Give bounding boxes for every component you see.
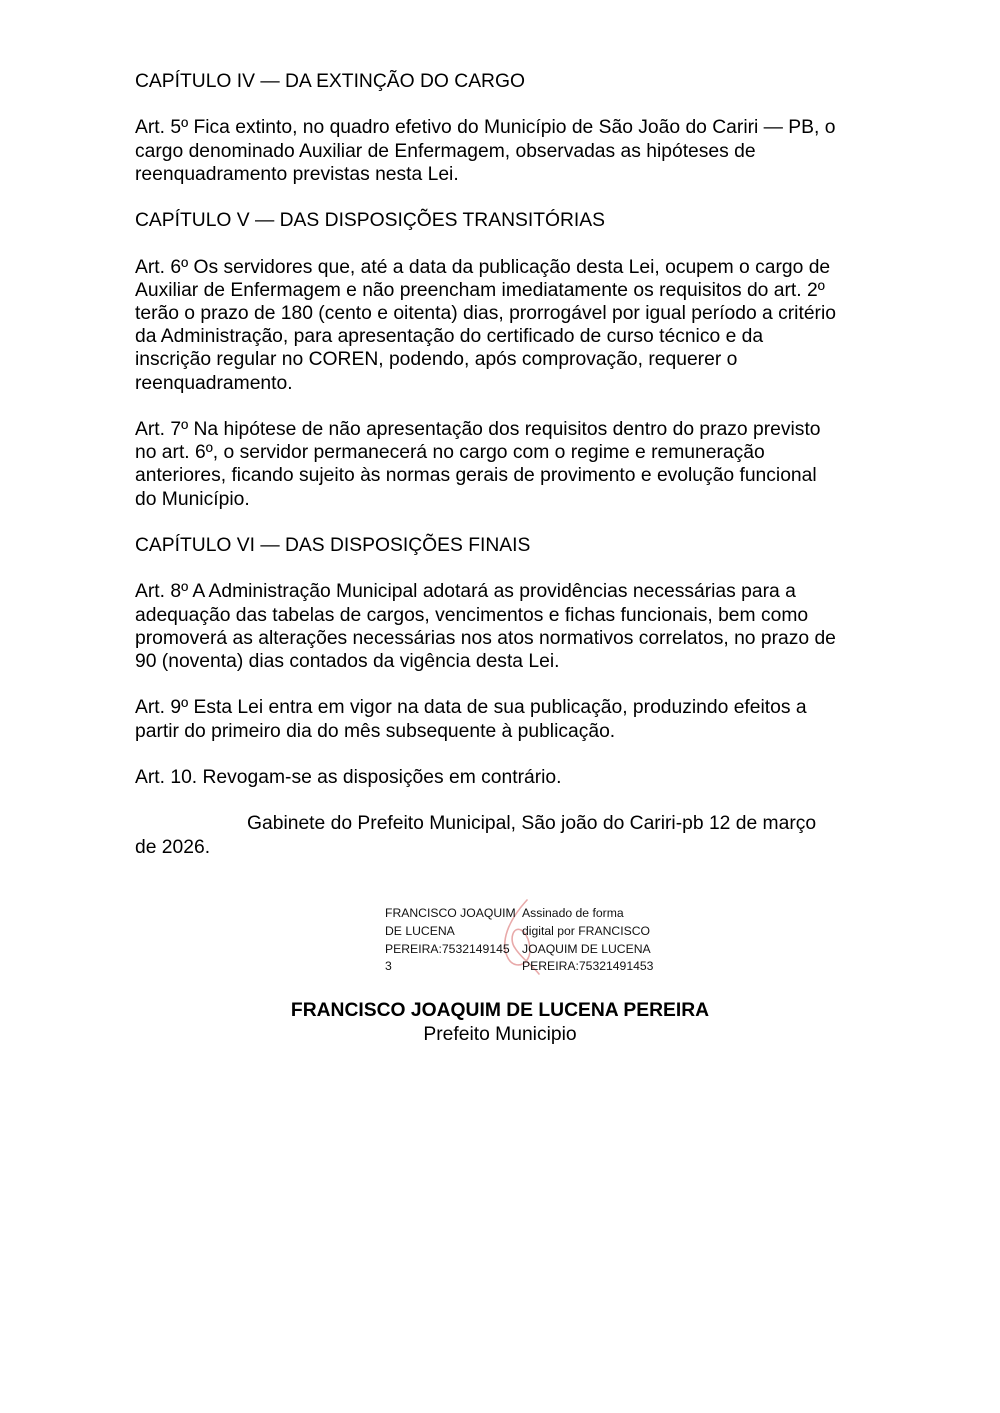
signer-block: [0, 999, 1000, 1046]
article-line: inscrição regular no COREN, podendo, após comprovação, requerer o: [135, 349, 738, 371]
article-line: cargo denominado Auxiliar de Enfermagem, observadas as hipóteses de: [135, 140, 756, 162]
signature-line: Assinado de forma: [522, 906, 624, 920]
signature-line: 3: [385, 959, 392, 974]
signature-line: FRANCISCO JOAQUIM: [385, 906, 516, 920]
article-7: [135, 418, 875, 511]
signature-cert-name: [385, 905, 516, 976]
article-line: Art. 7º Na hipótese de não apresentação dos requisitos dentro do prazo previsto: [135, 418, 821, 440]
article-line: terão o prazo de 180 (cento e oitenta) dias, prorrogável por igual período a critério: [135, 302, 836, 324]
article-line: Art. 5º Fica extinto, no quadro efetivo do Município de São João do Cariri — PB, o: [135, 117, 836, 139]
signature-line: digital por FRANCISCO: [522, 923, 651, 938]
article-line: Art. 8º A Administração Municipal adotará as providências necessárias para a: [135, 581, 796, 603]
digital-signature-stamp: [385, 896, 665, 976]
closing-place-date: [135, 812, 875, 858]
article-5: [135, 116, 875, 186]
signature-line: JOAQUIM DE LUCENA: [522, 941, 651, 956]
article-line: 90 (noventa) dias contados da vigência desta Lei.: [135, 650, 560, 672]
article-line: Art. 9º Esta Lei entra em vigor na data de sua publicação, produzindo efeitos a: [135, 697, 807, 719]
article-line: adequação das tabelas de cargos, vencimentos e fichas funcionais, bem como: [135, 604, 809, 626]
article-line: no art. 6º, o servidor permanecerá no cargo com o regime e remuneração: [135, 442, 765, 464]
chapter-heading: CAPÍTULO VI — DAS DISPOSIÇÕES FINAIS: [135, 534, 531, 556]
document-body: [135, 70, 875, 859]
article-line: reenquadramento previstas nesta Lei.: [135, 163, 459, 185]
article-10: [135, 766, 875, 789]
signature-statement: [522, 905, 653, 976]
closing-line: Gabinete do Prefeito Municipal, São joão do Cariri-pb 12 de março: [247, 813, 817, 835]
article-line: do Município.: [135, 488, 250, 510]
signer-name: FRANCISCO JOAQUIM DE LUCENA PEREIRA: [290, 1000, 710, 1021]
signature-line: PEREIRA:7532149145: [385, 941, 510, 956]
chapter-heading: CAPÍTULO IV — DA EXTINÇÃO DO CARGO: [135, 71, 525, 92]
article-line: Auxiliar de Enfermagem e não preencham imediatamente os requisitos do art. 2º: [135, 279, 825, 301]
article-8: [135, 580, 875, 673]
closing-line: de 2026.: [135, 836, 211, 858]
article-line: reenquadramento.: [135, 372, 293, 394]
article-line: Art. 6º Os servidores que, até a data da publicação desta Lei, ocupem o cargo de: [135, 256, 831, 278]
signature-line: PEREIRA:75321491453: [522, 959, 654, 974]
signer-role: Prefeito Municipio: [423, 1023, 577, 1045]
article-line: da Administração, para apresentação do certificado de curso técnico e da: [135, 326, 764, 348]
article-line: promoverá as alterações necessárias nos atos normativos correlatos, no prazo de: [135, 627, 836, 649]
article-line: Art. 10. Revogam-se as disposições em contrário.: [135, 766, 562, 788]
article-line: partir do primeiro dia do mês subsequente à publicação.: [135, 720, 616, 742]
chapter-heading: CAPÍTULO V — DAS DISPOSIÇÕES TRANSITÓRIAS: [135, 210, 605, 232]
article-9: [135, 696, 875, 742]
article-6: [135, 256, 875, 395]
article-line: anteriores, ficando sujeito às normas gerais de provimento e evolução funcional: [135, 465, 817, 487]
signature-line: DE LUCENA: [385, 923, 455, 938]
